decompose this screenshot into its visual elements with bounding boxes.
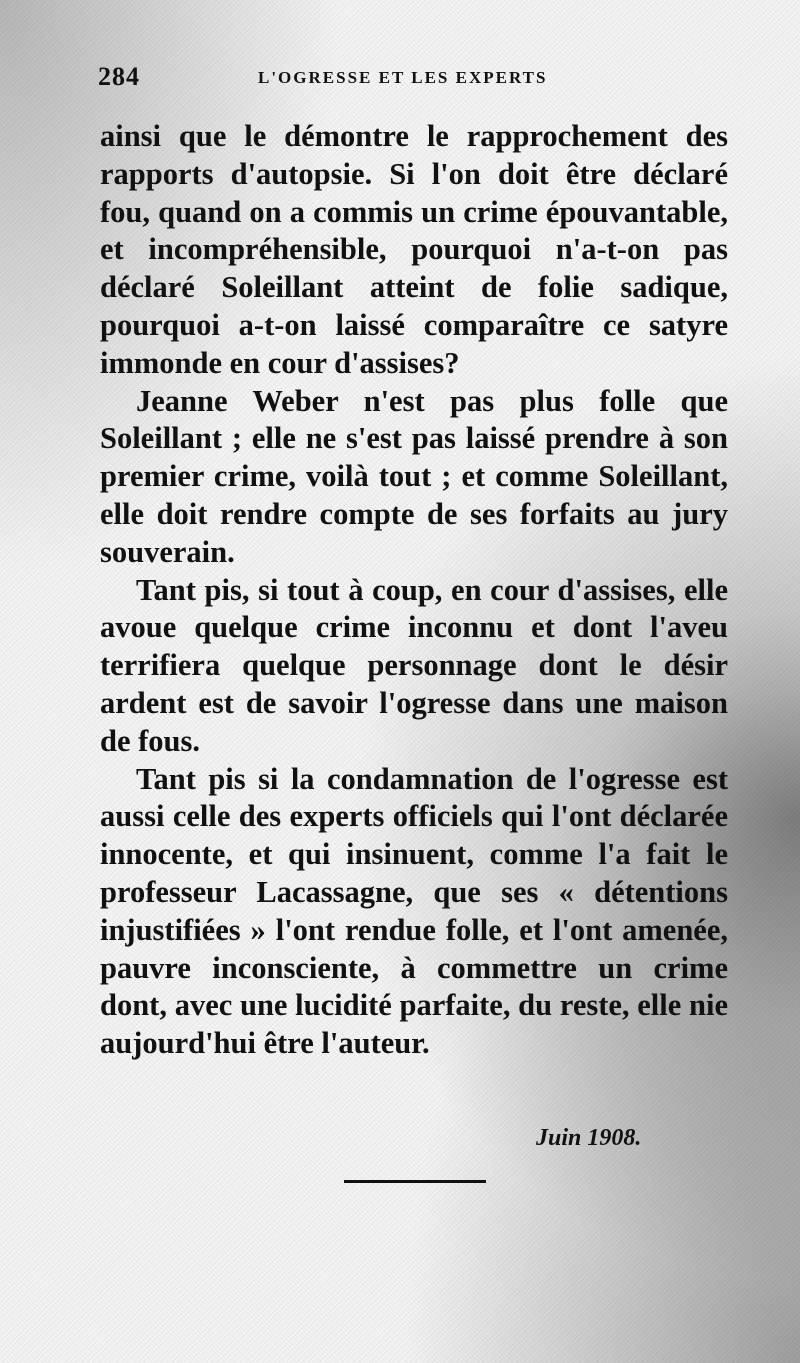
page-header [98,62,738,98]
body-text [100,118,728,1063]
paragraph-2: Jeanne Weber n'est pas plus folle que Soleillant ; elle ne s'est pas laissé prendre à son premier crime, voilà tout ; et comme Soleillant, elle doit rendre compte de ses forfaits au jury souverain. [100,383,728,569]
date-signature: Juin 1908. [536,1125,642,1151]
paragraph-1: ainsi que le démontre le rapprochement des rapports d'autopsie. Si l'on doit être déclaré fou, quand on a commis un crime épouvantable, et incompréhensible, pourquoi n'a-t-on pas déclaré Soleillant atteint de folie sadique, pourquoi a-t-on laissé comparaître ce satyre immonde en cour d'assises? [100,119,728,380]
page-number: 284 [98,62,140,91]
paragraph-3: Tant pis, si tout à coup, en cour d'assises, elle avoue quelque crime inconnu et dont l'aveu terrifiera quelque personnage dont le désir ardent est de savoir l'ogresse dans une maison de fous. [100,572,728,758]
running-head: L'OGRESSE ET LES EXPERTS [258,68,548,87]
paragraph-4: Tant pis si la condamnation de l'ogresse est aussi celle des experts officiels qui l'ont déclarée innocente, et qui insinuent, comme l'a fait le professeur Lacassagne, que ses « détentions injustifiées » l'ont rendue folle, et l'ont amenée, pauvre inconsciente, à commettre un crime dont, avec une lucidité parfaite, du reste, elle nie aujourd'hui être l'auteur. [100,761,728,1061]
end-rule-divider [344,1180,486,1183]
